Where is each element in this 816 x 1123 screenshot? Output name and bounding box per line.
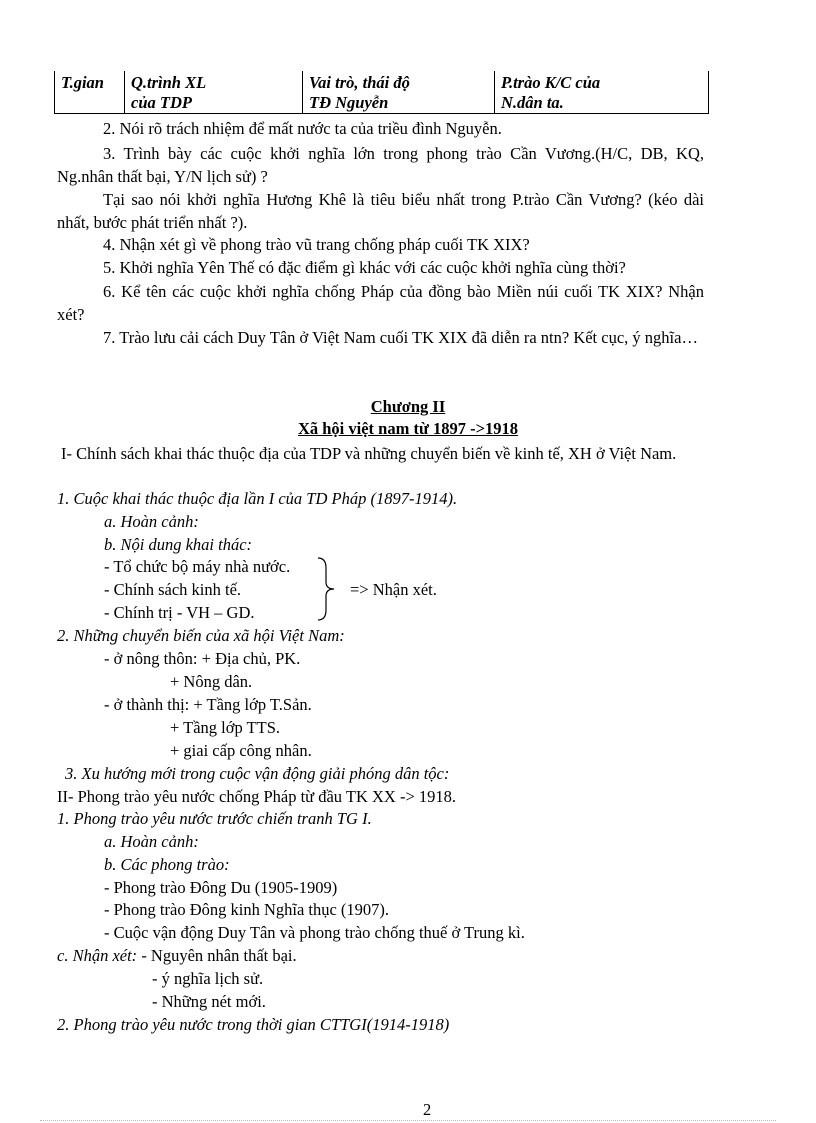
list-item: - Chính trị - VH – GD. (104, 603, 255, 622)
col-role (303, 71, 495, 114)
chapter-title: Chương II (370, 397, 446, 416)
section-1-point-3: 3. Xu hướng mới trong cuộc vận động giải phóng dân tộc: (65, 764, 450, 783)
list-item: - Chính sách kinh tế. (104, 580, 242, 599)
section-2-point-1b: b. Các phong trào: (104, 855, 230, 874)
question-7: 7. Trào lưu cải cách Duy Tân ở Việt Nam cuối TK XIX đã diễn ra ntn? Kết cục, ý nghĩa… (103, 328, 698, 347)
rural-line-2: + Nông dân. (170, 672, 253, 691)
remarks-item-1: - Nguyên nhân thất bại. (141, 946, 297, 965)
movement-item: - Phong trào Đông kinh Nghĩa thục (1907). (104, 900, 390, 919)
summary-table-header (54, 71, 709, 114)
col-role-label: Vai trò, thái độ TĐ Nguyễn (309, 73, 410, 112)
rural-line: - ở nông thôn: + Địa chủ, PK. (104, 649, 301, 668)
question-5: 5. Khởi nghĩa Yên Thế có đặc điểm gì khác với các cuộc khởi nghĩa cùng thời? (103, 258, 626, 277)
remarks-line (57, 945, 297, 967)
list-item: - Tổ chức bộ máy nhà nước. (104, 557, 291, 576)
section-2-point-1a: a. Hoàn cảnh: (104, 832, 199, 851)
brace-note: => Nhận xét. (350, 580, 437, 599)
section-2-heading: II- Phong trào yêu nước chống Pháp từ đầu TK XX -> 1918. (57, 787, 457, 806)
col-time (55, 71, 125, 114)
section-1-point-1a: a. Hoàn cảnh: (104, 512, 199, 531)
question-6: 6. Kể tên các cuộc khởi nghĩa chống Pháp của đồng bào Miền núi cuối TK XIX? Nhận xét? (57, 282, 704, 324)
remarks-item-2: - ý nghĩa lịch sử. (152, 969, 264, 988)
remarks-item-3: - Những nét mới. (152, 992, 266, 1011)
urban-line-2: + Tầng lớp TTS. (170, 718, 281, 737)
chapter-subtitle: Xã hội việt nam từ 1897 ->1918 (297, 419, 519, 438)
movement-item: - Phong trào Đông Du (1905-1909) (104, 878, 338, 897)
remarks-label: c. Nhận xét: (57, 946, 138, 965)
section-2-point-2: 2. Phong trào yêu nước trong thời gian CTTGI(1914-1918) (57, 1015, 450, 1034)
urban-line: - ở thành thị: + Tầng lớp T.Sản. (104, 695, 312, 714)
question-3b: Tại sao nói khởi nghĩa Hương Khê là tiêu biểu nhất trong P.trào Cần Vương? (kéo dài nhất, bước phát triển nhất ?). (57, 190, 704, 232)
question-2: 2. Nói rõ trách nhiệm để mất nước ta của triều đình Nguyễn. (103, 119, 502, 138)
col-process-label: Q.trình XL của TDP (131, 73, 207, 112)
section-2-point-1: 1. Phong trào yêu nước trước chiến tranh TG I. (57, 809, 372, 828)
question-3: 3. Trình bày các cuộc khởi nghĩa lớn trong phong trào Cần Vương.(H/C, DB, KQ, Ng.nhân thất bại, Y/N lịch sử) ? (57, 144, 704, 186)
movement-item: - Cuộc vận động Duy Tân và phong trào chống thuế ở Trung kì. (104, 923, 525, 942)
col-process (125, 71, 303, 114)
footer-divider (40, 1120, 776, 1121)
section-1-heading: I- Chính sách khai thác thuộc địa của TDP và những chuyển biến về kinh tế, XH ở Việt Nam. (61, 444, 677, 463)
col-movement (495, 71, 709, 114)
brace-icon (316, 556, 340, 622)
question-4: 4. Nhận xét gì về phong trào vũ trang chống pháp cuối TK XIX? (103, 235, 530, 254)
section-1-point-1b: b. Nội dung khai thác: (104, 535, 253, 554)
col-movement-label: P.trào K/C của N.dân ta. (501, 73, 601, 112)
section-1-point-2: 2. Những chuyển biến của xã hội Việt Nam: (57, 626, 345, 645)
urban-line-3: + giai cấp công nhân. (170, 741, 312, 760)
section-1-point-1: 1. Cuộc khai thác thuộc địa lần I của TD Pháp (1897-1914). (57, 489, 458, 508)
col-time-label: T.gian (61, 73, 104, 92)
page-number: 2 (423, 1100, 432, 1119)
